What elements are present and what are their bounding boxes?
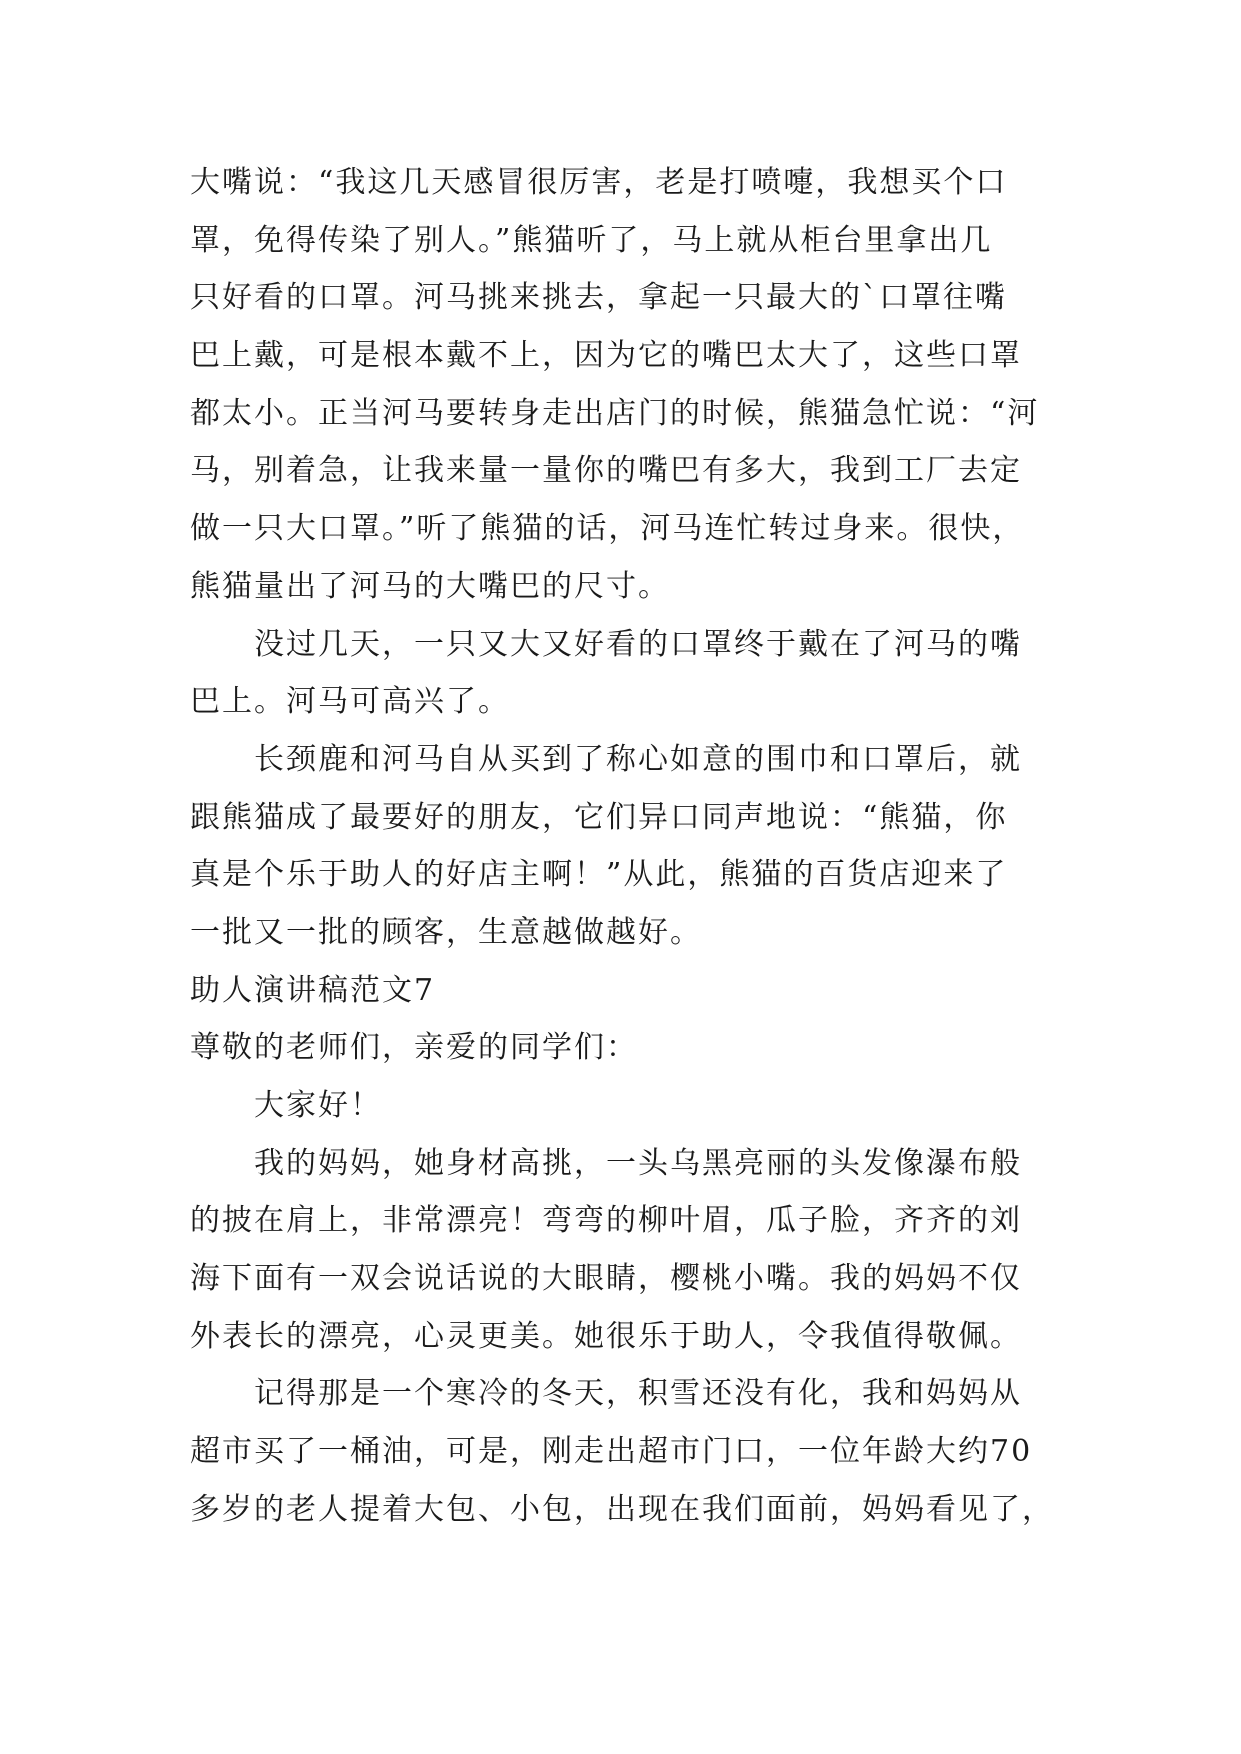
text-line: 的披在肩上，非常漂亮！弯弯的柳叶眉，瓜子脸，齐齐的刘 [190, 1203, 1022, 1239]
paragraph-first-line: 我的妈妈，她身材高挑，一头乌黑亮丽的头发像瀑布般 [254, 1145, 1022, 1181]
text-line: 巴上戴，可是根本戴不上，因为它的嘴巴太大了，这些口罩 [190, 338, 1022, 374]
section-heading: 助人演讲稿范文7 [190, 972, 436, 1008]
text-line: 外表长的漂亮，心灵更美。她很乐于助人，令我值得敬佩。 [190, 1318, 1022, 1354]
text-line: 马，别着急，让我来量一量你的嘴巴有多大，我到工厂去定 [190, 453, 1022, 489]
text-line: 都太小。正当河马要转身走出店门的时候，熊猫急忙说：“河 [190, 395, 1040, 431]
text-line: 熊猫量出了河马的大嘴巴的尺寸。 [190, 568, 670, 604]
text-line: 巴上。河马可高兴了。 [190, 684, 510, 720]
text-line: 罩，免得传染了别人。”熊猫听了，马上就从柜台里拿出几 [190, 222, 993, 258]
greeting: 大家好！ [254, 1088, 382, 1123]
text-line: 超市买了一桶油，可是，刚走出超市门口，一位年龄大约70 [190, 1434, 1033, 1470]
document-body [190, 154, 1090, 1539]
text-line: 做一只大口罩。”听了熊猫的话，河马连忙转过身来。很快， [190, 511, 1025, 547]
paragraph-first-line: 长颈鹿和河马自从买到了称心如意的围巾和口罩后，就 [254, 741, 1022, 777]
text-line: 海下面有一双会说话说的大眼睛，樱桃小嘴。我的妈妈不仅 [190, 1261, 1022, 1297]
salutation: 尊敬的老师们，亲爱的同学们： [190, 1030, 638, 1066]
text-line: 只好看的口罩。河马挑来挑去，拿起一只最大的`口罩往嘴 [190, 280, 1007, 316]
paragraph-first-line: 记得那是一个寒冷的冬天，积雪还没有化，我和妈妈从 [254, 1376, 1022, 1412]
text-line: 真是个乐于助人的好店主啊！”从此，熊猫的百货店迎来了 [190, 857, 1008, 893]
paragraph-first-line: 没过几天，一只又大又好看的口罩终于戴在了河马的嘴 [254, 626, 1022, 662]
text-line: 多岁的老人提着大包、小包，出现在我们面前，妈妈看见了， [190, 1491, 1054, 1527]
text-line: 一批又一批的顾客，生意越做越好。 [190, 914, 702, 950]
text-line: 大嘴说：“我这几天感冒很厉害，老是打喷嚏，我想买个口 [190, 165, 1008, 200]
text-line: 跟熊猫成了最要好的朋友，它们异口同声地说：“熊猫，你 [190, 799, 1008, 835]
